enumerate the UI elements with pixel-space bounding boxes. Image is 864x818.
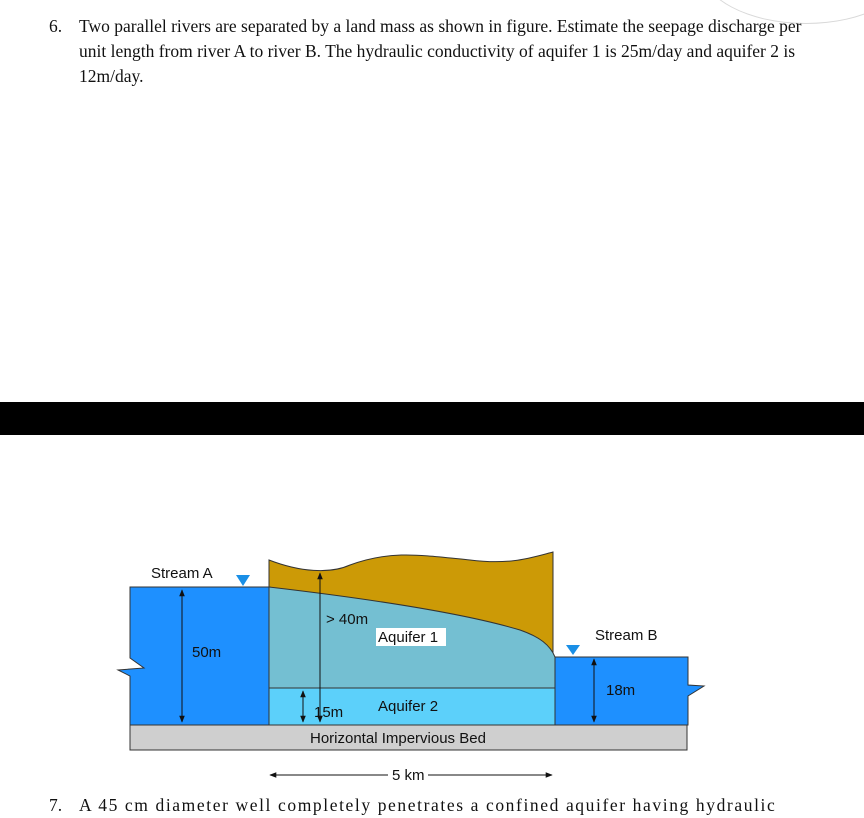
aquifer-1-label: Aquifer 1 (378, 629, 439, 646)
next-question-text: A 45 cm diameter well completely penetrates a confined aquifer having hydraulic (79, 795, 777, 815)
depth-b-label: 18m (606, 682, 636, 699)
depth-over-label: > 40m (326, 611, 369, 628)
question-7-partial (49, 793, 849, 818)
aquifer-2-label: Aquifer 2 (378, 698, 439, 715)
stream-b-label: Stream B (595, 627, 658, 644)
question-number: 6. (49, 16, 63, 36)
water-table-marker-a-icon (236, 575, 250, 586)
stream-a-label: Stream A (151, 565, 213, 582)
water-table-marker-b-icon (566, 645, 580, 655)
impervious-bed-label: Horizontal Impervious Bed (310, 730, 486, 747)
question-text: Two parallel rivers are separated by a land mass as shown in figure. Estimate the seepage discharge per unit length from river A to river B. The hydraulic conductivity of aquifer 1 is 25m/day and aquifer 2 is 12m/day. (79, 16, 802, 86)
distance-label: 5 km (392, 767, 425, 784)
depth-a-label: 50m (192, 644, 222, 661)
next-question-number: 7. (49, 795, 63, 815)
aquifer-2-thickness-label: 15m (314, 704, 344, 721)
